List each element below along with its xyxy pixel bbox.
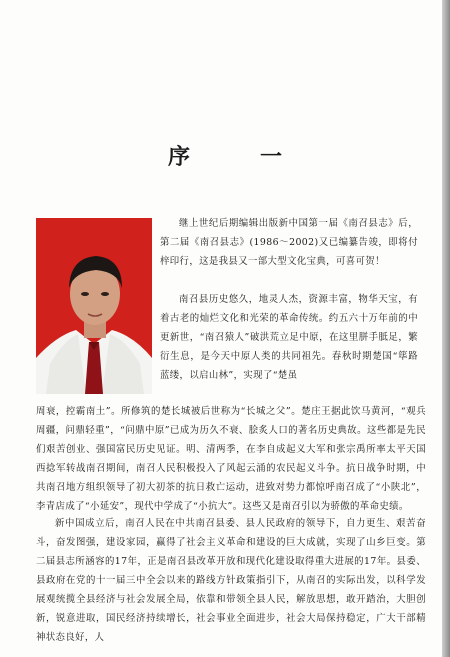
paragraph-development: 新中国成立后，南召人民在中共南召县委、县人民政府的领导下，自力更生、艰苦奋斗，奋发图强，建设家园，赢得了社会主义革命和建设的巨大成就，实现了山乡巨变。第二届县志所涵容的17年，正是南召县改革开放和现代化建设取得重大进展的17年。县委、县政府在党的十一届三中全会以来的路线方针政策指引下，从南召的实际出发，以科学发展观统揽全县经济与社会发展全局，依靠和带领全县人民，解放思想，敢开踏治，大胆创新，锐意进取，国民经济持续增长，社会事业全面进步，社会大局保持稳定，广大干部精神状态良好，人: [36, 518, 426, 643]
paragraph-history-bottom: 周衰，控霸南土”。所修筑的楚长城被后世称为“长城之父”。楚庄王据此饮马黄河，“观兵周疆，问鼎轻重”，“问鼎中原”已成为历久不衰、脍炙人口的著名历史典故。这些都是先民们艰苦创业、强国富民历史见证。明、清两季，在李自成起义大军和张宗禹所率太平天国西捻军转战南召期间，南召人民积极投入了风起云涌的农民起义斗争。抗日战争时期，中共南召地方组织领导了初大初茶的抗日救亡运动，进致对势力都惊呼南召成了“小陕北”，李青店成了“小延安”，现代中学成了“小抗大”。这些又是南召引以为骄傲的革命史绩。: [36, 406, 426, 512]
paragraph-history-top: 南召县历史悠久，地灵人杰，资源丰富，物华天宝，有着古老的灿烂文化和光荣的革命传统。约五六十万年前的中更新世，“南召猿人”破洪荒立足中原，在这里胼手胝足，繁衍生息，是今天中原人类的共同祖先。春秋时期楚国“筚路蓝缕，以启山林”，实现了“楚虽: [160, 294, 418, 381]
page-title: 序 一: [167, 144, 306, 170]
page-edge: [442, 0, 450, 657]
portrait-photo: [36, 218, 152, 394]
portrait-figure-icon: [36, 218, 152, 394]
paragraph-intro: 继上世纪后期编辑出版新中国第一届《南召县志》后，第二届《南召县志》(1986～2002)又已编纂告竣，即将付梓印行，这是我县又一部大型文化宝典，可喜可贺！: [160, 218, 418, 267]
